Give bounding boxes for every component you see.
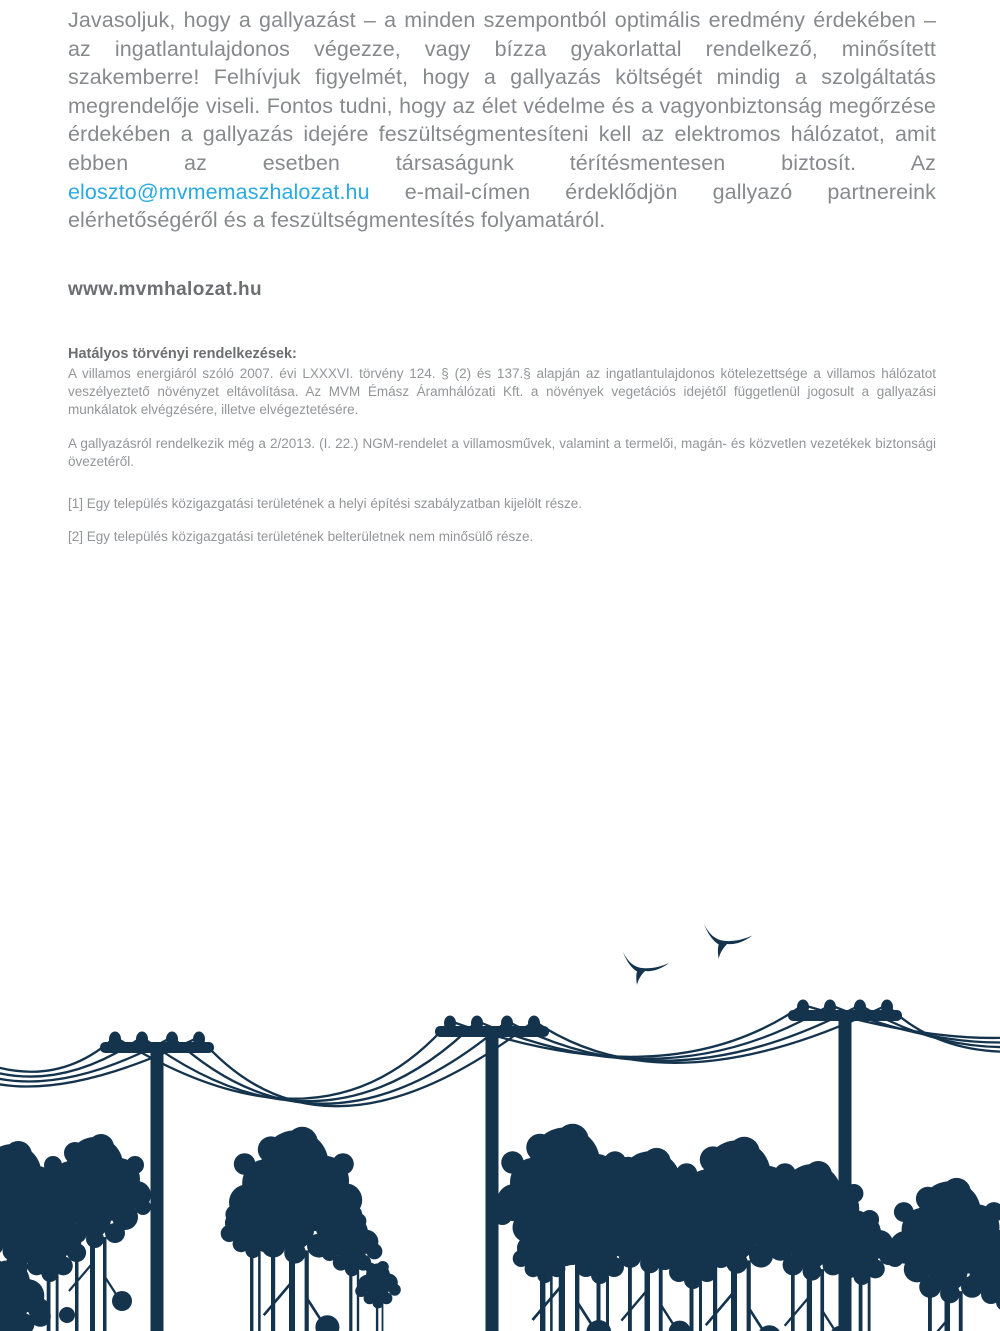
intro-text-before-link: Javasoljuk, hogy a gallyazást – a minden szempontból optimális eredmény érdekében – az ingatlantulajdonos végezze, vagy bízza gyakorlattal rendelkező, minősített szakemberre! Felhívjuk figyelmét, hogy a gallyazás költségét mindig a szolgáltatás megrendelője viseli. Fontos tudni, hogy az élet védelme és a vagyonbiztonság megőrzése érdekében a gallyazás idejére feszültségmentesíteni kell az elektromos hálózatot, amit ebben az esetben társaságunk térítésmentesen biztosít. Az — [68, 8, 936, 175]
birds-group — [623, 924, 752, 985]
website-url: www.mvmhalozat.hu — [68, 278, 263, 300]
email-link[interactable]: eloszto@mvmemaszhalozat.hu — [68, 179, 370, 204]
legal-paragraph-1: A villamos energiáról szóló 2007. évi LXXXVI. törvény 124. § (2) és 137.§ alapján az ingatlantulajdonos kötelezettsége a villamos hálózatot veszélyeztető növényzet eltávolítása. Az MVM Émász Áramhálózati Kft. a növények vegetációs idejétől függetlenül jogosult a gallyazási munkálatok elvégzésére, illetve elvégeztetésére. — [68, 365, 936, 417]
intro-text-after-link: e-mail-címen érdeklődjön gallyazó partnereink elérhetőségéről és a feszültségmentesítés folyamatáról. — [68, 179, 936, 233]
footnote-1: [1] Egy település közigazgatási területének a helyi építési szabályzatban kijelölt része. — [68, 495, 583, 511]
text-content — [68, 0, 936, 546]
bird-icon — [623, 952, 669, 985]
legal-heading: Hatályos törvényi rendelkezések: — [68, 345, 297, 362]
bird-icon — [704, 924, 752, 959]
intro-paragraph — [68, 6, 936, 235]
footer-illustration — [0, 900, 1000, 1331]
footnote-2: [2] Egy település közigazgatási területének belterületnek nem minősülő része. — [68, 528, 534, 544]
legal-paragraph-2: A gallyazásról rendelkezik még a 2/2013. (I. 22.) NGM-rendelet a villamosművek, valamint a termelői, magán- és közvetlen vezetékek biztonsági övezetéről. — [68, 435, 936, 469]
